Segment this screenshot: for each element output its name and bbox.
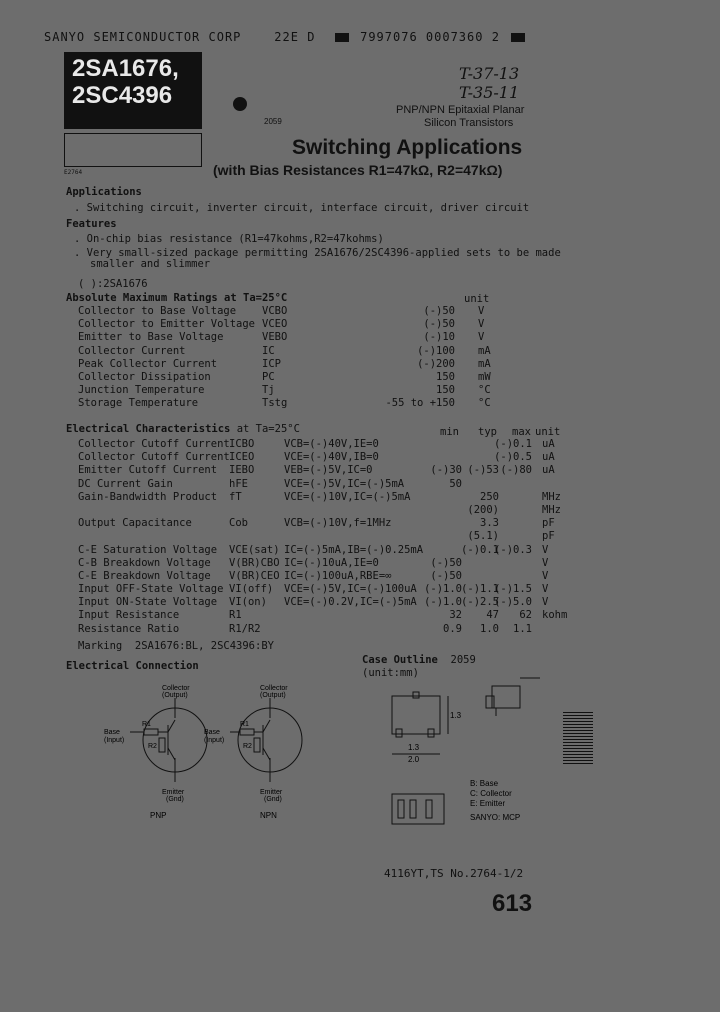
connection-heading: Electrical Connection	[66, 660, 199, 672]
abs-max-val: (-)10	[423, 331, 455, 344]
elec-sym: ICEO	[229, 451, 255, 464]
abs-max-row	[0, 318, 720, 331]
applications-heading: Applications	[66, 186, 142, 198]
abs-max-row	[0, 331, 720, 344]
elec-min: (-)1.0	[424, 596, 462, 609]
page-subtitle: (with Bias Resistances R1=47kΩ, R2=47kΩ)	[213, 162, 503, 178]
elec-min: (-)50	[430, 569, 462, 582]
npn-emitter-label: Emitter	[260, 789, 283, 796]
part-number-box	[64, 52, 202, 129]
elec-sym: R1	[229, 609, 242, 622]
abs-max-unit: V	[478, 331, 485, 344]
handwritten-note-2: T-35-11	[459, 83, 520, 102]
company-name: SANYO SEMICONDUCTOR CORP	[44, 30, 242, 44]
abs-max-sym: VCBO	[262, 305, 288, 317]
elec-min: 50	[449, 477, 462, 490]
elec-param: C-E Breakdown Voltage	[78, 569, 211, 582]
abs-max-val: (-)50	[423, 318, 455, 331]
sanyo-logo-icon	[233, 97, 247, 111]
elec-typ: 3.3	[480, 517, 499, 530]
abs-max-row	[0, 305, 720, 318]
pnp-label: PNP	[150, 811, 167, 820]
applications-item: . Switching circuit, inverter circuit, interface circuit, driver circuit	[74, 202, 530, 214]
elec-param: Input ON-State Voltage	[78, 596, 218, 609]
elec-cond: IC=(-)100uA,RBE=∞	[284, 569, 392, 582]
abs-max-unit: mA	[478, 357, 491, 370]
elec-max: 1.1	[513, 622, 532, 635]
abs-max-param: Junction Temperature	[78, 384, 205, 397]
elec-sym: Cob	[229, 517, 248, 530]
pnp-r1-label: R1	[142, 721, 151, 728]
abs-max-sym: VCEO	[262, 318, 288, 331]
elec-row	[0, 557, 720, 570]
elec-row	[0, 464, 720, 477]
elec-row	[0, 438, 720, 451]
elec-max: (-)1.5	[494, 583, 532, 596]
elec-max: (-)0.3	[494, 543, 532, 556]
elec-table	[0, 438, 720, 636]
elec-typ: 1.0	[480, 622, 499, 635]
npn-output-label: (Output)	[260, 692, 286, 699]
case-dim-height: 1.3	[450, 711, 462, 720]
abs-max-sym: IC	[262, 344, 275, 357]
marking-line: Marking 2SA1676:BL, 2SC4396:BY	[78, 640, 274, 652]
case-outline-drawing	[380, 674, 550, 834]
elec-col-unit: unit	[535, 426, 561, 438]
pnp-output-label: (Output)	[162, 692, 188, 699]
elec-max: 62	[519, 609, 532, 622]
pnp-gnd-label: (Gnd)	[166, 796, 184, 803]
abs-max-unit: mW	[478, 370, 491, 383]
connection-diagram	[90, 680, 330, 820]
abs-max-val: (-)50	[423, 305, 455, 317]
features-heading: Features	[66, 218, 117, 230]
elec-row	[0, 517, 720, 530]
abs-max-param: Emitter to Base Voltage	[78, 331, 224, 344]
abs-max-row	[0, 371, 720, 384]
elec-param: C-B Breakdown Voltage	[78, 556, 211, 569]
elec-row	[0, 570, 720, 583]
abs-max-param: Peak Collector Current	[78, 357, 218, 370]
elec-param: Resistance Ratio	[78, 622, 180, 635]
npn-label: NPN	[260, 811, 277, 820]
elec-param: Collector Cutoff Current	[78, 438, 230, 450]
logo-number: 2059	[264, 117, 282, 126]
elec-row	[0, 491, 720, 504]
elec-typ: (5.1)	[467, 530, 499, 543]
features-item-2: . Very small-sized package permitting 2SA1676/2SC4396-applied sets to be made	[74, 247, 561, 259]
elec-row	[0, 451, 720, 464]
features-item-3: smaller and slimmer	[90, 258, 211, 270]
abs-max-param: Collector to Base Voltage	[78, 305, 237, 317]
elec-param: Gain-Bandwidth Product	[78, 490, 218, 503]
case-legend-collector: C: Collector	[470, 789, 512, 798]
barcode-mark	[563, 712, 593, 766]
elec-row	[0, 583, 720, 596]
abs-max-param: Storage Temperature	[78, 397, 199, 410]
npn-symbol	[230, 698, 302, 782]
product-type-1: PNP/NPN Epitaxial Planar	[396, 104, 525, 116]
npn-gnd-label: (Gnd)	[264, 796, 282, 803]
elec-col-max: max	[512, 426, 531, 438]
elec-col-min: min	[440, 426, 459, 438]
elec-param: DC Current Gain	[78, 477, 173, 490]
product-type-2: Silicon Transistors	[424, 117, 514, 129]
elec-typ: (-)0.1	[461, 543, 499, 556]
elec-sym: hFE	[229, 477, 248, 490]
elec-unit: kohm	[542, 609, 568, 622]
abs-max-param: Collector Dissipation	[78, 370, 211, 383]
elec-param: Emitter Cutoff Current	[78, 464, 218, 477]
footer-code: 4116YT,TS No.2764-1/2	[384, 867, 524, 880]
elec-sym: V(BR)CEO	[229, 569, 280, 582]
elec-typ: (-)53	[467, 464, 499, 477]
elec-cond: VCE=(-)0.2V,IC=(-)5mA	[284, 596, 417, 609]
elec-param: Output Capacitance	[78, 517, 192, 530]
abs-max-row	[0, 358, 720, 371]
elec-typ: 47	[486, 609, 499, 622]
elec-cond: VCE=(-)5V,IC=(-)5mA	[284, 477, 405, 490]
elec-unit: V	[542, 543, 549, 556]
elec-row	[0, 623, 720, 636]
elec-cond: VCE=(-)40V,IB=0	[284, 451, 379, 464]
elec-max: (-)5.0	[494, 596, 532, 609]
case-maker: SANYO: MCP	[470, 813, 521, 822]
elec-typ: 250	[480, 490, 499, 503]
header-block-mark	[335, 33, 349, 42]
elec-param: Input Resistance	[78, 609, 180, 622]
elec-row	[0, 504, 720, 517]
pnp-symbol	[130, 698, 207, 782]
elec-unit: pF	[542, 517, 555, 530]
elec-cond: VCB=(-)10V,f=1MHz	[284, 517, 392, 530]
elec-heading-line: Electrical Characteristics at Ta=25°C	[66, 423, 300, 435]
elec-min: 32	[449, 609, 462, 622]
document-header	[44, 30, 528, 44]
abs-max-unit: V	[478, 305, 485, 317]
case-legend-base: B: Base	[470, 779, 499, 788]
elec-sym: VI(off)	[229, 583, 274, 596]
elec-unit: V	[542, 569, 549, 582]
elec-sym: VCE(sat)	[229, 543, 280, 556]
abs-max-sym: ICP	[262, 357, 281, 370]
elec-row	[0, 609, 720, 622]
header-code-2: 7997076 0007360 2	[360, 30, 500, 44]
part-number-2: 2SC4396	[72, 82, 173, 109]
case-legend-emitter: E: Emitter	[470, 799, 506, 808]
npn-r1-label: R1	[240, 721, 249, 728]
elec-cond: VCE=(-)10V,IC=(-)5mA	[284, 490, 411, 503]
elec-param: Input OFF-State Voltage	[78, 583, 224, 596]
elec-cond: IC=(-)5mA,IB=(-)0.25mA	[284, 543, 424, 556]
pnp-emitter-label: Emitter	[162, 789, 185, 796]
page-title: Switching Applications	[292, 136, 523, 159]
abs-max-param: Collector Current	[78, 344, 186, 357]
abs-max-unit-header: unit	[464, 293, 490, 305]
abs-max-row	[0, 384, 720, 397]
elec-max: (-)80	[500, 464, 532, 477]
abs-max-sym: VEBO	[262, 331, 288, 344]
abs-max-val: (-)100	[417, 344, 455, 357]
pnp-input-label: (Input)	[104, 737, 125, 744]
features-item-1: . On-chip bias resistance (R1=47kohms,R2=47kohms)	[74, 233, 384, 245]
elec-sym: fT	[229, 490, 242, 503]
handwritten-note-1: T-37-13	[459, 64, 520, 83]
abs-max-unit: mA	[478, 344, 491, 357]
elec-sym: ICBO	[229, 438, 255, 450]
elec-unit: pF	[542, 530, 555, 543]
elec-min: 0.9	[443, 622, 462, 635]
elec-param: Collector Cutoff Current	[78, 451, 230, 464]
abs-max-unit: °C	[478, 397, 491, 410]
elec-unit: MHz	[542, 490, 561, 503]
note-pnp: ( ):2SA1676	[78, 278, 148, 290]
elec-unit: uA	[542, 464, 555, 477]
abs-max-unit: °C	[478, 384, 491, 397]
elec-min: (-)30	[430, 464, 462, 477]
abs-max-val: 150	[436, 370, 455, 383]
elec-max: (-)0.1	[494, 438, 532, 450]
elec-sym: VI(on)	[229, 596, 267, 609]
abs-max-param: Collector to Emitter Voltage	[78, 318, 256, 331]
elec-min: (-)1.0	[424, 583, 462, 596]
header-code-1: 22E D	[274, 30, 316, 44]
abs-max-sym: Tstg	[262, 397, 288, 410]
elec-typ: (-)2.5	[461, 596, 499, 609]
elec-row	[0, 596, 720, 609]
empty-box	[64, 133, 202, 167]
elec-row	[0, 544, 720, 557]
elec-row	[0, 530, 720, 543]
elec-unit: uA	[542, 451, 555, 464]
abs-max-table	[0, 305, 720, 411]
elec-unit: V	[542, 596, 549, 609]
case-heading-line: Case Outline 2059	[362, 654, 476, 666]
elec-unit: V	[542, 556, 549, 569]
npn-collector-label: Collector	[260, 685, 288, 692]
abs-max-heading: Absolute Maximum Ratings at Ta=25°C	[66, 292, 288, 304]
abs-max-unit: V	[478, 318, 485, 331]
elec-sym: R1/R2	[229, 622, 261, 635]
part-number-1: 2SA1676,	[72, 55, 179, 82]
elec-max: (-)0.5	[494, 451, 532, 464]
elec-min: (-)50	[430, 556, 462, 569]
npn-base-label: Base	[204, 729, 220, 736]
page-number: 613	[492, 890, 533, 917]
small-code: E2764	[64, 169, 83, 176]
case-dim-pitch: 1.3	[408, 743, 420, 752]
elec-unit: V	[542, 583, 549, 596]
npn-input-label: (Input)	[204, 737, 225, 744]
elec-col-typ: typ	[478, 426, 497, 438]
elec-cond: VEB=(-)5V,IC=0	[284, 464, 373, 477]
elec-param: C-E Saturation Voltage	[78, 543, 218, 556]
header-block-mark-2	[511, 33, 525, 42]
elec-row	[0, 478, 720, 491]
abs-max-sym: PC	[262, 370, 275, 383]
pnp-base-label: Base	[104, 729, 120, 736]
elec-cond: VCE=(-)5V,IC=(-)100uA	[284, 583, 417, 596]
npn-r2-label: R2	[243, 743, 252, 750]
elec-sym: V(BR)CBO	[229, 556, 280, 569]
elec-unit: MHz	[542, 503, 561, 516]
abs-max-val: (-)200	[417, 357, 455, 370]
abs-max-row	[0, 345, 720, 358]
pnp-r2-label: R2	[148, 743, 157, 750]
abs-max-val: -55 to +150	[385, 397, 455, 410]
elec-typ: (200)	[467, 503, 499, 516]
elec-cond: IC=(-)10uA,IE=0	[284, 556, 379, 569]
abs-max-val: 150	[436, 384, 455, 397]
elec-cond: VCB=(-)40V,IE=0	[284, 438, 379, 450]
abs-max-sym: Tj	[262, 384, 275, 397]
elec-sym: IEBO	[229, 464, 255, 477]
pnp-collector-label: Collector	[162, 685, 190, 692]
case-dim-width: 2.0	[408, 755, 420, 764]
abs-max-row	[0, 397, 720, 410]
elec-typ: (-)1.1	[461, 583, 499, 596]
case-unit: (unit:mm)	[362, 667, 419, 679]
elec-unit: uA	[542, 438, 555, 450]
